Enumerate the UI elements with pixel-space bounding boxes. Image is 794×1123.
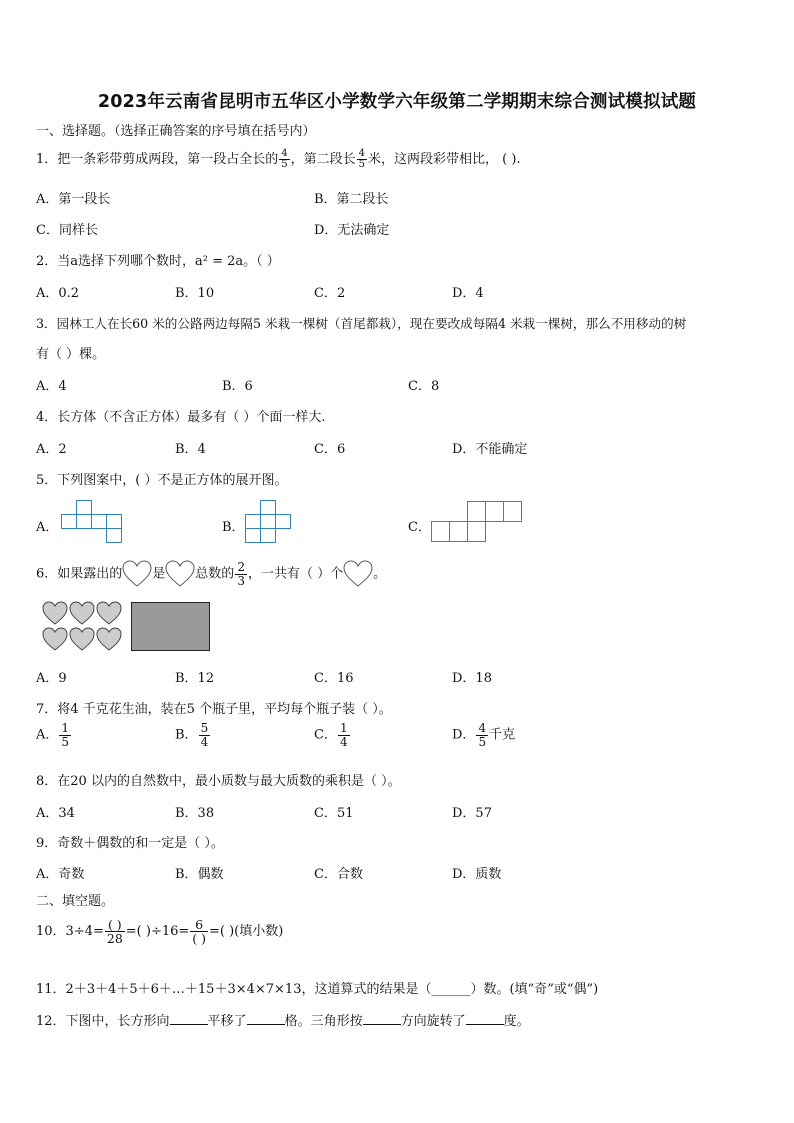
section-heading-fill: 二、填空题。 — [36, 894, 115, 909]
q7-option-a[interactable]: A． $\frac{1}{5}$ — [36, 721, 70, 749]
page-title: 2023年云南省昆明市五华区小学数学六年级第二学期期末综合测试模拟试题 — [97, 92, 697, 112]
question-2: 2．当a选择下列哪个数时，a² = 2a。（ ） — [36, 254, 280, 269]
q8-option-b[interactable]: B．38 — [175, 806, 215, 821]
q6-text-b: 是 — [152, 566, 166, 582]
q8-option-a[interactable]: A．34 — [36, 806, 75, 821]
q6-option-a[interactable]: A．9 — [36, 671, 67, 686]
section-heading-choice: 一、选择题。（选择正确答案的序号填在括号内） — [36, 124, 316, 139]
q2-option-d[interactable]: D．4 — [452, 286, 484, 301]
question-1 — [36, 148, 521, 171]
question-5: 5．下列图案中，( ）不是正方体的展开图。 — [36, 473, 288, 488]
q9-option-b[interactable]: B．偶数 — [175, 867, 224, 882]
q5-net-b-figure — [245, 499, 293, 545]
q12-blank-2[interactable] — [247, 1011, 285, 1025]
q12-blank-3[interactable] — [363, 1011, 401, 1025]
q3-option-b[interactable]: B．6 — [222, 379, 253, 394]
q4-option-b[interactable]: B．4 — [175, 442, 206, 457]
heart-outline-icon — [122, 560, 152, 588]
q3-option-a[interactable]: A．4 — [36, 379, 67, 394]
q1-text-c: 米，这两段彩带相比， ( ). — [368, 152, 521, 167]
q7-option-c[interactable]: C． $\frac{1}{4}$ — [314, 721, 348, 749]
heart-outline-icon — [165, 560, 195, 588]
q7-fraction-d: $\frac{4}{5}$ — [478, 721, 487, 749]
q6-fraction: $\frac{2}{3}$ — [237, 559, 245, 588]
q2-option-b[interactable]: B．10 — [175, 286, 215, 301]
q6-option-c[interactable]: C．16 — [314, 671, 354, 686]
question-8: 8．在20 以内的自然数中，最小质数与最大质数的乘积是（ ）。 — [36, 774, 401, 789]
q8-option-c[interactable]: C．51 — [314, 806, 354, 821]
q6-text-c: 总数的 — [195, 566, 235, 582]
q7-fraction-a: $\frac{1}{5}$ — [61, 721, 70, 749]
q3-option-c[interactable]: C．8 — [408, 379, 440, 394]
q9-option-c[interactable]: C．合数 — [314, 867, 363, 882]
q9-option-a[interactable]: A．奇数 — [36, 867, 85, 882]
q6-text-e: 。 — [373, 566, 387, 582]
question-4: 4．长方体（不含正方体）最多有（ ）个面一样大. — [36, 410, 326, 425]
q2-option-c[interactable]: C．2 — [314, 286, 346, 301]
q5-net-a-figure — [61, 499, 123, 545]
q5-net-c-figure — [430, 500, 524, 546]
q4-option-d[interactable]: D．不能确定 — [452, 442, 528, 457]
q12-blank-4[interactable] — [466, 1011, 504, 1025]
question-6 — [36, 560, 386, 588]
q5-option-c[interactable]: C． — [408, 520, 431, 535]
heart-icon — [43, 628, 67, 650]
heart-icon — [70, 628, 94, 650]
q1-text-a: 1．把一条彩带剪成两段，第一段占全长的 — [36, 152, 279, 167]
q1-fraction-1: $\frac{4}{5}$ — [281, 147, 288, 170]
question-3-line-1: 3．园林工人在长60 米的公路两边每隔5 米栽一棵树（首尾都栽），现在要改成每隔4 米栽一棵树，那么不用移动的树 — [36, 316, 687, 331]
q1-option-a[interactable]: A．第一段长 — [36, 192, 111, 207]
q6-option-b[interactable]: B．12 — [175, 671, 215, 686]
q1-fraction-2: $\frac{4}{5}$ — [358, 147, 366, 170]
heart-outline-icon — [343, 560, 373, 588]
question-3-line-2: 有（ ）棵。 — [36, 347, 106, 362]
q4-option-c[interactable]: C．6 — [314, 442, 346, 457]
q6-hearts-figure — [40, 600, 212, 654]
q1-option-b[interactable]: B．第二段长 — [314, 192, 389, 207]
q1-text-b: ，第二段长 — [290, 152, 356, 167]
q10-fraction-2: $\frac{6}{( )}$ — [192, 917, 207, 947]
q10-fraction-1: $\frac{( )}{28}$ — [106, 917, 123, 947]
question-9: 9．奇数＋偶数的和一定是（ ）。 — [36, 836, 224, 851]
question-11: 11．2＋3＋4＋5＋6＋…＋15＋3×4×7×13，这道算式的结果是（______）数。(填“奇”或“偶”) — [36, 982, 599, 997]
q12-blank-1[interactable] — [170, 1011, 208, 1025]
q9-option-d[interactable]: D．质数 — [452, 867, 502, 882]
q2-option-a[interactable]: A．0.2 — [36, 286, 80, 301]
q8-option-d[interactable]: D．57 — [452, 806, 492, 821]
heart-icon — [97, 628, 121, 650]
heart-icon — [43, 602, 67, 624]
q5-option-a[interactable]: A． — [36, 520, 59, 535]
question-12: 12．下图中，长方形向 平移了 格。三角形按 方向旋转了 度。 — [36, 1010, 530, 1029]
q7-fraction-b: $\frac{5}{4}$ — [200, 721, 209, 749]
q7-option-d[interactable]: D． $\frac{4}{5}$ 千克 — [452, 721, 516, 749]
question-10: 10．3÷4= $\frac{( )}{28}$ =( )÷16= $\frac{6}{( )}$ =( )(填小数) — [36, 917, 284, 947]
q1-option-d[interactable]: D．无法确定 — [314, 223, 390, 238]
heart-icon — [97, 602, 121, 624]
heart-icon — [70, 602, 94, 624]
q6-option-d[interactable]: D．18 — [452, 671, 492, 686]
question-7: 7．将4 千克花生油，装在5 个瓶子里，平均每个瓶子装（ ）。 — [36, 702, 392, 717]
q1-option-c[interactable]: C．同样长 — [36, 223, 98, 238]
q5-option-b[interactable]: B． — [222, 520, 245, 535]
hidden-hearts-box — [132, 603, 210, 651]
q6-text-d: ，一共有（ ）个 — [247, 566, 344, 582]
q4-option-a[interactable]: A．2 — [36, 442, 67, 457]
q7-fraction-c: $\frac{1}{4}$ — [339, 721, 348, 749]
q7-option-b[interactable]: B． $\frac{5}{4}$ — [175, 721, 209, 749]
q6-text-a: 6．如果露出的 — [36, 566, 123, 582]
